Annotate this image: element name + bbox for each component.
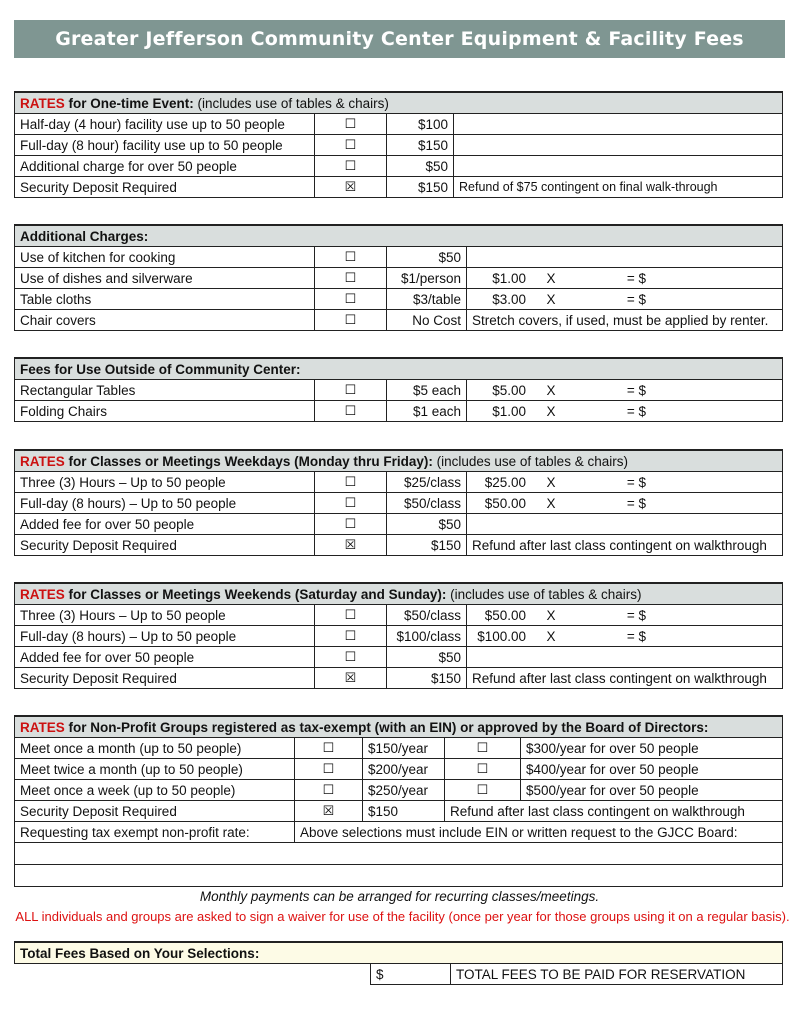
total-label: TOTAL FEES TO BE PAID FOR RESERVATION	[451, 964, 783, 985]
table-row	[15, 668, 783, 689]
row-price: $100/class	[387, 626, 467, 647]
row-price: $150	[363, 801, 445, 822]
section-header	[15, 716, 783, 738]
row-over-price: $300/year for over 50 people	[521, 738, 783, 759]
section-header	[15, 92, 783, 114]
section-header-cell: Additional Charges:	[15, 225, 783, 247]
table-row	[15, 843, 783, 865]
table-row	[15, 535, 783, 556]
checkbox[interactable]: ☐	[315, 247, 387, 268]
row-label: Security Deposit Required	[15, 801, 295, 822]
row-note	[454, 156, 783, 177]
checkbox[interactable]: ☐	[315, 114, 387, 135]
one-time-event-table	[14, 91, 783, 198]
row-over-price: $500/year for over 50 people	[521, 780, 783, 801]
row-price: $150	[387, 135, 454, 156]
waiver-note: ALL individuals and groups are asked to sign a waiver for use of the facility (once per year for those groups using it on a regular basis).	[15, 909, 790, 924]
table-row	[15, 780, 783, 801]
table-row	[15, 268, 783, 289]
non-profit-table	[14, 715, 783, 887]
row-price: $25/class	[387, 472, 467, 493]
table-row	[15, 472, 783, 493]
row-label: Three (3) Hours – Up to 50 people	[15, 472, 315, 493]
table-row	[15, 647, 783, 668]
row-note: Above selections must include EIN or written request to the GJCC Board:	[295, 822, 783, 843]
row-label: Three (3) Hours – Up to 50 people	[15, 605, 315, 626]
table-row	[15, 401, 783, 422]
row-price: $50	[387, 514, 467, 535]
table-row	[15, 605, 783, 626]
table-row	[15, 177, 783, 198]
checkbox[interactable]: ☐	[315, 401, 387, 422]
row-calc: $50.00 X = $	[467, 493, 783, 514]
table-row	[15, 822, 783, 843]
row-price: $250/year	[363, 780, 445, 801]
table-row	[15, 626, 783, 647]
section-header	[15, 225, 783, 247]
row-label: Requesting tax exempt non-profit rate:	[15, 822, 295, 843]
row-label: Security Deposit Required	[15, 177, 315, 198]
row-label: Use of kitchen for cooking	[15, 247, 315, 268]
row-label: Chair covers	[15, 310, 315, 331]
row-note: Refund of $75 contingent on final walk-through	[454, 177, 783, 198]
section-header-cell: RATES for Classes or Meetings Weekends (Saturday and Sunday): (includes use of tables & chairs)	[15, 583, 783, 605]
total-header-cell: Total Fees Based on Your Selections:	[15, 942, 783, 964]
row-price: $150	[387, 668, 467, 689]
table-row	[15, 514, 783, 535]
checkbox[interactable]: ☐	[315, 135, 387, 156]
row-note: Refund after last class contingent on walkthrough	[467, 535, 783, 556]
checkbox[interactable]: ☐	[315, 514, 387, 535]
row-price: $50/class	[387, 605, 467, 626]
section-header	[15, 583, 783, 605]
row-label: Security Deposit Required	[15, 668, 315, 689]
section-header-cell: Fees for Use Outside of Community Center:	[15, 358, 783, 380]
table-row	[15, 156, 783, 177]
row-price: No Cost	[387, 310, 467, 331]
row-label: Folding Chairs	[15, 401, 315, 422]
weekend-classes-table	[14, 582, 783, 689]
table-row	[15, 380, 783, 401]
row-calc: $1.00 X = $	[467, 268, 783, 289]
checkbox[interactable]: ☐	[315, 493, 387, 514]
checkbox[interactable]: ☐	[315, 268, 387, 289]
checkbox[interactable]: ☐	[315, 647, 387, 668]
row-calc: $50.00 X = $	[467, 605, 783, 626]
section-header-cell: RATES for One-time Event: (includes use of tables & chairs)	[15, 92, 783, 114]
table-row	[15, 865, 783, 887]
row-price: $50	[387, 647, 467, 668]
row-calc: $3.00 X = $	[467, 289, 783, 310]
checkbox-checked[interactable]: ☒	[295, 801, 363, 822]
row-over-price: $400/year for over 50 people	[521, 759, 783, 780]
row-label: Table cloths	[15, 289, 315, 310]
total-header	[15, 942, 783, 964]
row-label: Meet twice a month (up to 50 people)	[15, 759, 295, 780]
total-spacer	[15, 964, 371, 985]
row-label: Full-day (8 hours) – Up to 50 people	[15, 626, 315, 647]
row-price: $1 each	[387, 401, 467, 422]
checkbox-checked[interactable]: ☒	[315, 177, 387, 198]
checkbox[interactable]: ☐	[295, 759, 363, 780]
table-row	[15, 114, 783, 135]
row-label: Full-day (8 hours) – Up to 50 people	[15, 493, 315, 514]
checkbox[interactable]: ☐	[445, 738, 521, 759]
row-label: Added fee for over 50 people	[15, 514, 315, 535]
checkbox[interactable]: ☐	[315, 605, 387, 626]
table-row	[15, 801, 783, 822]
checkbox-checked[interactable]: ☒	[315, 668, 387, 689]
checkbox-checked[interactable]: ☒	[315, 535, 387, 556]
row-price: $50	[387, 156, 454, 177]
row-label: Rectangular Tables	[15, 380, 315, 401]
row-label: Full-day (8 hour) facility use up to 50 people	[15, 135, 315, 156]
row-price: $200/year	[363, 759, 445, 780]
row-price: $150	[387, 535, 467, 556]
row-note: Refund after last class contingent on walkthrough	[445, 801, 783, 822]
total-row	[15, 964, 783, 985]
section-header-cell: RATES for Classes or Meetings Weekdays (Monday thru Friday): (includes use of tables & chairs)	[15, 450, 783, 472]
row-label: Added fee for over 50 people	[15, 647, 315, 668]
row-calc: $1.00 X = $	[467, 401, 783, 422]
monthly-payment-note: Monthly payments can be arranged for recurring classes/meetings.	[199, 889, 600, 904]
table-row	[15, 493, 783, 514]
row-price: $50/class	[387, 493, 467, 514]
section-header	[15, 450, 783, 472]
row-price: $1/person	[387, 268, 467, 289]
row-label: Additional charge for over 50 people	[15, 156, 315, 177]
table-row	[15, 310, 783, 331]
row-label: Meet once a month (up to 50 people)	[15, 738, 295, 759]
row-price: $3/table	[387, 289, 467, 310]
request-input-line[interactable]	[15, 843, 783, 865]
row-price: $5 each	[387, 380, 467, 401]
table-row	[15, 247, 783, 268]
table-row	[15, 289, 783, 310]
row-price: $150/year	[363, 738, 445, 759]
row-label: Half-day (4 hour) facility use up to 50 people	[15, 114, 315, 135]
table-row	[15, 738, 783, 759]
checkbox[interactable]: ☐	[315, 380, 387, 401]
row-note: Refund after last class contingent on walkthrough	[467, 668, 783, 689]
row-calc: $5.00 X = $	[467, 380, 783, 401]
checkbox[interactable]: ☐	[315, 289, 387, 310]
additional-charges-table	[14, 224, 783, 331]
checkbox[interactable]: ☐	[295, 738, 363, 759]
page-title: Greater Jefferson Community Center Equipment & Facility Fees	[14, 20, 785, 58]
row-label: Security Deposit Required	[15, 535, 315, 556]
row-note	[454, 135, 783, 156]
request-input-line[interactable]	[15, 865, 783, 887]
row-calc: $100.00 X = $	[467, 626, 783, 647]
checkbox[interactable]: ☐	[315, 310, 387, 331]
weekday-classes-table	[14, 449, 783, 556]
checkbox[interactable]: ☐	[315, 156, 387, 177]
checkbox[interactable]: ☐	[315, 626, 387, 647]
total-amount-field[interactable]: $	[371, 964, 451, 985]
row-label: Use of dishes and silverware	[15, 268, 315, 289]
section-header-cell: RATES for Non-Profit Groups registered as tax-exempt (with an EIN) or approved by the Board of Directors:	[15, 716, 783, 738]
section-header	[15, 358, 783, 380]
row-note	[467, 514, 783, 535]
row-note	[454, 114, 783, 135]
row-calc: $25.00 X = $	[467, 472, 783, 493]
row-note: Stretch covers, if used, must be applied by renter.	[467, 310, 783, 331]
table-row	[15, 759, 783, 780]
checkbox[interactable]: ☐	[445, 759, 521, 780]
total-fees-table	[14, 941, 783, 985]
checkbox[interactable]: ☐	[445, 780, 521, 801]
row-price: $50	[387, 247, 467, 268]
row-price: $100	[387, 114, 454, 135]
row-note	[467, 647, 783, 668]
row-note	[467, 247, 783, 268]
checkbox[interactable]: ☐	[295, 780, 363, 801]
table-row	[15, 135, 783, 156]
outside-use-table	[14, 357, 783, 422]
row-label: Meet once a week (up to 50 people)	[15, 780, 295, 801]
checkbox[interactable]: ☐	[315, 472, 387, 493]
row-price: $150	[387, 177, 454, 198]
